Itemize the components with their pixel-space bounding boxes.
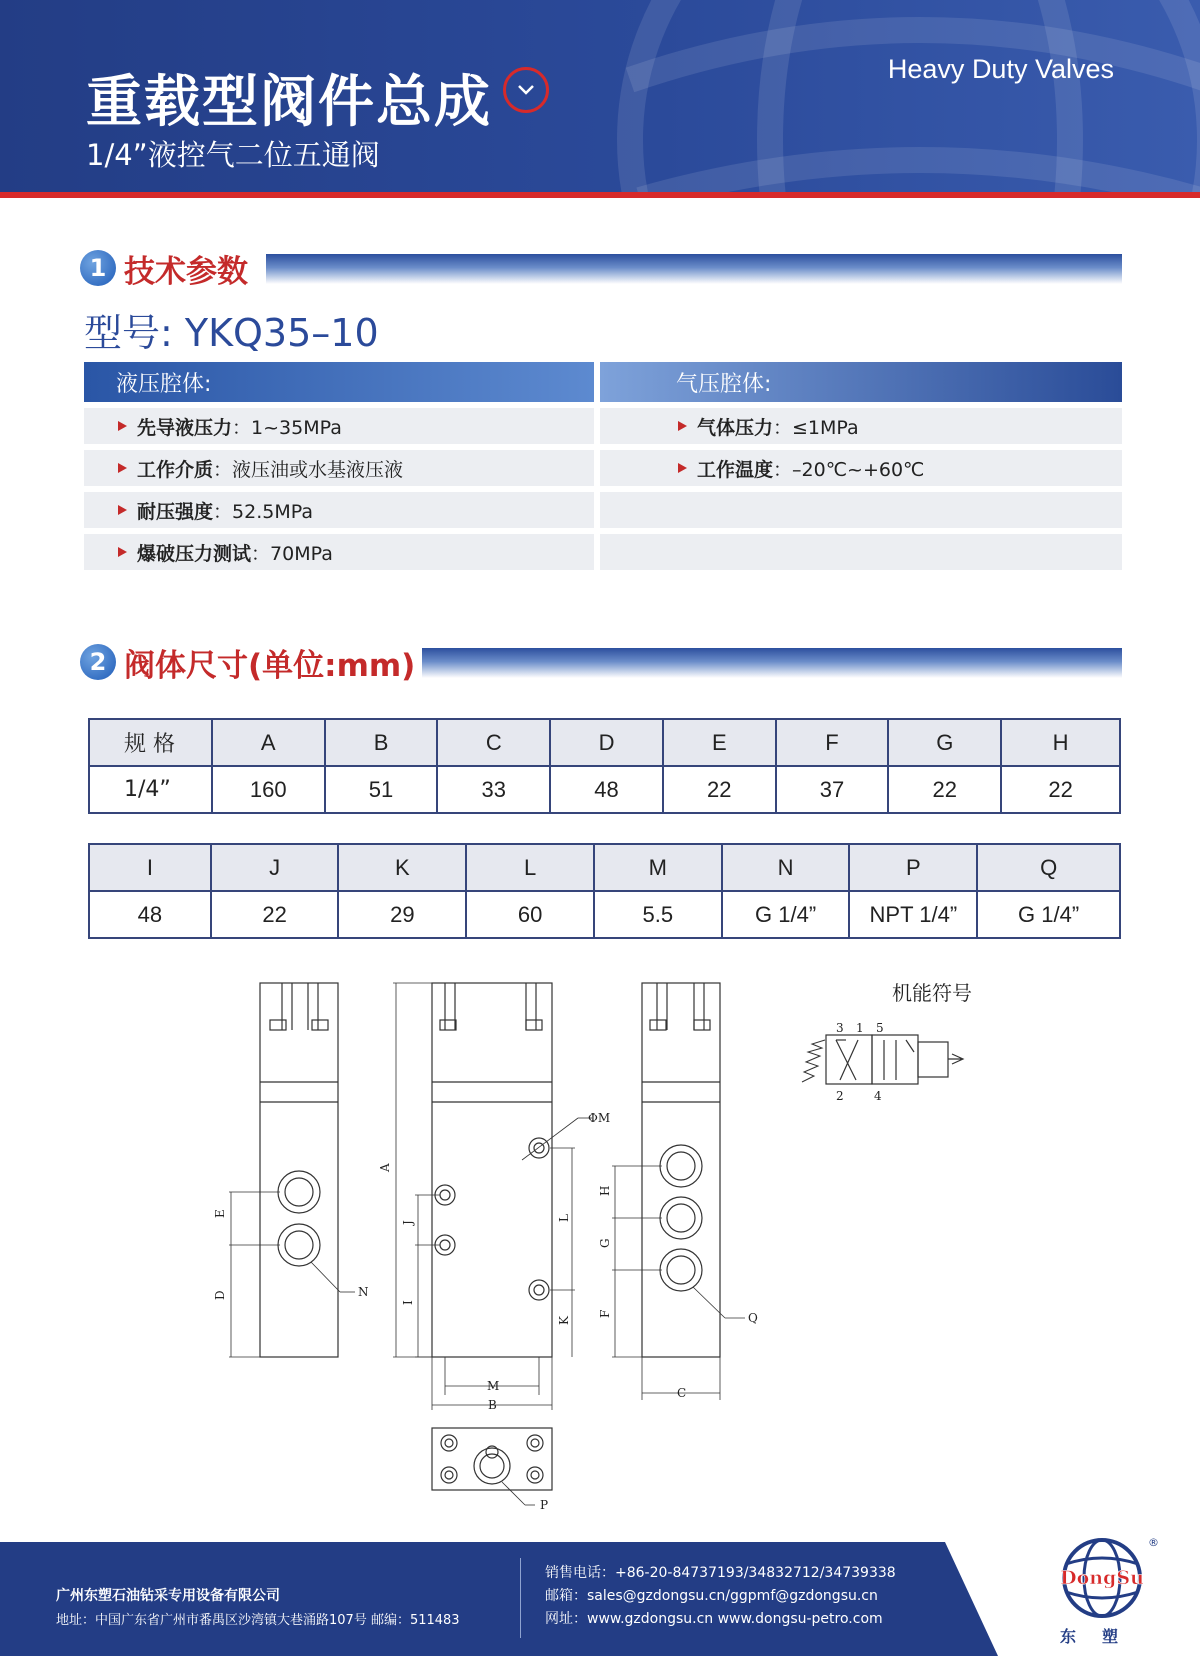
table-cell: 33 <box>437 766 550 813</box>
param-value: ：52.5MPa <box>213 500 313 523</box>
table-cell: NPT 1/4” <box>849 891 977 938</box>
param-cell <box>84 408 594 444</box>
param-cell-empty <box>600 534 1122 570</box>
footer-email[interactable]: 邮箱：sales@gzdongsu.cn/ggpmf@gzdongsu.cn <box>545 1588 878 1604</box>
english-title: Heavy Duty Valves <box>887 54 1114 84</box>
bullet-triangle-icon <box>118 421 127 431</box>
function-symbol-label: 机能符号 <box>892 981 972 1005</box>
table-header-cell: K <box>338 844 466 891</box>
params-header-row <box>84 362 1122 402</box>
table-header-cell: N <box>722 844 850 891</box>
table-header-row <box>89 844 1120 891</box>
port-label-2: 2 <box>836 1089 844 1103</box>
table-cell: 22 <box>1001 766 1120 813</box>
chevron-down-icon <box>516 83 536 97</box>
table-header-cell: B <box>325 719 438 766</box>
footer-divider <box>520 1558 521 1638</box>
table-header-cell: Q <box>977 844 1120 891</box>
table-row <box>89 766 1120 813</box>
globe-watermark <box>540 0 1200 192</box>
param-value: ：70MPa <box>251 542 333 565</box>
table-cell: 48 <box>550 766 663 813</box>
dim-label-L: L <box>557 1214 571 1222</box>
bottom-view <box>432 1428 552 1505</box>
table-header-cell: C <box>437 719 550 766</box>
model-number: 型号: YKQ35–10 <box>84 311 379 355</box>
param-value: ：液压油或水基液压液 <box>213 458 404 481</box>
table-header-cell: J <box>211 844 339 891</box>
port-label-3: 3 <box>836 1021 844 1035</box>
section-bar <box>422 648 1122 678</box>
registered-mark: ® <box>1148 1536 1159 1549</box>
port-label-4: 4 <box>874 1089 882 1103</box>
dim-label-J: J <box>401 1220 415 1225</box>
table-cell: 37 <box>776 766 889 813</box>
param-cell <box>600 408 1122 444</box>
section-number-badge: 1 <box>80 250 116 286</box>
bullet-triangle-icon <box>118 505 127 515</box>
logo-text: DongSu <box>1060 1567 1144 1589</box>
param-label: 耐压强度 <box>137 500 214 523</box>
front-view <box>393 983 592 1410</box>
table-header-cell: H <box>1001 719 1120 766</box>
table-cell: 160 <box>212 766 325 813</box>
bullet-triangle-icon <box>678 421 687 431</box>
dimension-table-1 <box>88 718 1121 814</box>
dim-label-E: E <box>213 1209 227 1218</box>
table-cell: 60 <box>466 891 594 938</box>
drawing-dim-labels <box>213 1021 884 1512</box>
param-value: ：–20℃~+60℃ <box>773 458 925 481</box>
logo-chinese-name: 东塑 <box>1060 1627 1145 1646</box>
dim-label-A: A <box>378 1163 392 1172</box>
param-label: 工作温度 <box>697 458 774 481</box>
dim-label-P: P <box>540 1498 549 1512</box>
table-header-cell: P <box>849 844 977 891</box>
footer-website[interactable]: 网址：www.gzdongsu.cn www.dongsu-petro.com <box>545 1611 883 1627</box>
param-cell <box>84 534 594 570</box>
dim-label-F: F <box>598 1309 612 1318</box>
dim-label-N: N <box>358 1285 369 1299</box>
dim-label-B: B <box>488 1398 497 1412</box>
table-header-cell: F <box>776 719 889 766</box>
section-heading-tech-params <box>80 248 248 288</box>
footer-phone: 销售电话：+86-20-84737193/34832712/34739338 <box>545 1565 896 1581</box>
table-header-row <box>89 719 1120 766</box>
table-header-cell: L <box>466 844 594 891</box>
dim-label-Q: Q <box>748 1311 758 1325</box>
param-cell <box>84 450 594 486</box>
table-header-cell: D <box>550 719 663 766</box>
dim-label-phi-M: ΦM <box>588 1111 611 1125</box>
table-cell: 22 <box>211 891 339 938</box>
section-number-badge: 2 <box>80 644 116 680</box>
dim-label-C: C <box>677 1386 687 1400</box>
params-row <box>84 408 1122 444</box>
bullet-triangle-icon <box>118 463 127 473</box>
param-label: 爆破压力测试 <box>137 542 252 565</box>
table-cell: 22 <box>663 766 776 813</box>
port-label-1: 1 <box>856 1021 864 1035</box>
dim-label-K: K <box>557 1316 571 1325</box>
table-header-cell: A <box>212 719 325 766</box>
table-header-cell: I <box>89 844 211 891</box>
footer-address: 地址：中国广东省广州市番禺区沙湾镇大巷涌路107号 邮编：511483 <box>56 1613 460 1628</box>
function-symbol <box>802 1035 963 1084</box>
table-header-cell: M <box>594 844 722 891</box>
dim-label-M: M <box>487 1379 500 1393</box>
page-subtitle: 1/4”液控气二位五通阀 <box>86 138 380 172</box>
side-view-right <box>612 983 745 1400</box>
param-cell <box>84 492 594 528</box>
param-cell-empty <box>600 492 1122 528</box>
table-header-cell: G <box>888 719 1001 766</box>
table-cell: G 1/4” <box>722 891 850 938</box>
page-header <box>0 0 1200 192</box>
port-label-5: 5 <box>876 1021 884 1035</box>
param-label: 工作介质 <box>137 458 214 481</box>
param-value: ：≤1MPa <box>773 416 859 439</box>
pneumatic-chamber-header: 气压腔体: <box>600 362 1122 402</box>
section-bar <box>266 254 1122 284</box>
footer-company: 广州东塑石油钻采专用设备有限公司 <box>56 1588 280 1604</box>
bullet-triangle-icon <box>118 547 127 557</box>
header-red-stripe <box>0 192 1200 198</box>
params-row <box>84 534 1122 570</box>
section-title: 技术参数 <box>124 253 248 290</box>
dim-label-H: H <box>598 1185 612 1196</box>
table-cell: 29 <box>338 891 466 938</box>
dim-label-I: I <box>401 1300 415 1305</box>
valve-technical-drawing <box>0 960 1200 1520</box>
expand-button[interactable] <box>503 67 549 113</box>
bullet-triangle-icon <box>678 463 687 473</box>
params-row <box>84 450 1122 486</box>
dimension-table-2 <box>88 843 1121 939</box>
side-view-left <box>229 983 355 1357</box>
page-title: 重载型阀件总成 <box>86 70 492 135</box>
table-cell: 22 <box>888 766 1001 813</box>
table-header-cell: 规 格 <box>89 719 212 766</box>
table-row <box>89 891 1120 938</box>
table-cell: G 1/4” <box>977 891 1120 938</box>
dim-label-G: G <box>598 1238 612 1248</box>
param-label: 气体压力 <box>697 416 774 439</box>
param-value: ：1~35MPa <box>232 416 342 439</box>
table-header-cell: E <box>663 719 776 766</box>
param-cell <box>600 450 1122 486</box>
dim-label-D: D <box>213 1290 227 1300</box>
table-cell: 48 <box>89 891 211 938</box>
dongsu-logo <box>1052 1534 1162 1626</box>
tech-params-table <box>84 362 1122 570</box>
table-cell: 5.5 <box>594 891 722 938</box>
section-heading-dimensions <box>80 642 415 682</box>
table-cell: 1/4” <box>89 766 212 813</box>
params-row <box>84 492 1122 528</box>
table-cell: 51 <box>325 766 438 813</box>
param-label: 先导液压力 <box>137 416 233 439</box>
hydraulic-chamber-header: 液压腔体: <box>84 362 594 402</box>
section-title: 阀体尺寸(单位:mm) <box>124 647 416 684</box>
